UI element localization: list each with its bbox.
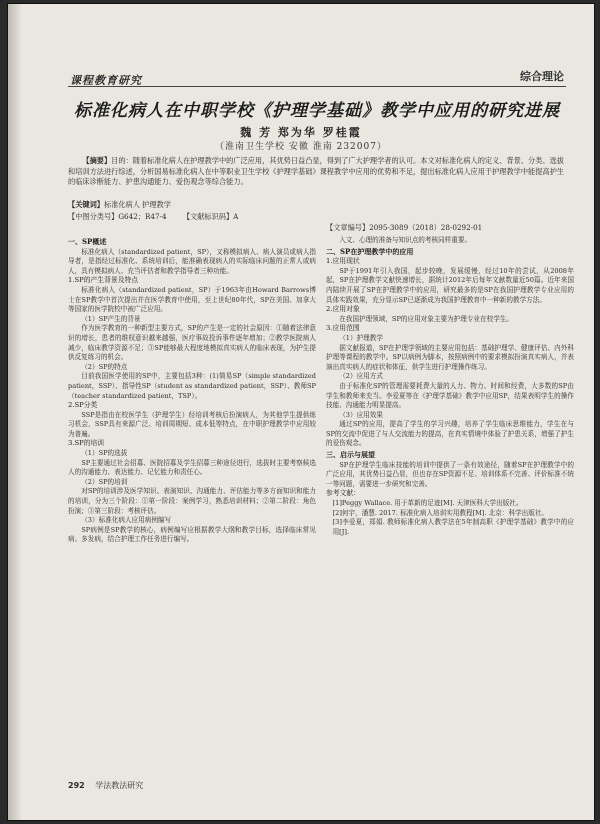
paragraph: （2）应用方式 (339, 372, 383, 381)
article-number: 【文章编号】2095-3089（2018）28-0292-01 (326, 223, 483, 232)
classification-meta (68, 212, 564, 222)
document-code: 【文献标识码】A (182, 212, 239, 221)
paragraph: （2）SP的特点 (81, 362, 128, 371)
article-title: 标准化病人在中职学校《护理学基础》教学中应用的研究进展 (74, 101, 560, 121)
section-label: 综合理论 (520, 70, 564, 83)
paragraph: 入文、心理的准备与知识点的考核同样重要。 (339, 236, 472, 244)
subsection-heading: 2.应用对象 (326, 305, 360, 314)
paragraph: 作为医学教育的一种新型主要方式，SP的产生是一定的社会原因：①随着法律意识的增长，患者的维权意识越来越强，医疗事故投诉事件逐年增加；②教学医院病人减少，临床教学资源不足；③SP能够最大程度地模拟真实病人的临床表现，为护生提供反复练习的机会。 (68, 324, 316, 362)
journal-page (8, 4, 594, 820)
keywords (68, 200, 171, 210)
section-heading: 三、启示与展望 (326, 450, 375, 460)
paragraph: （3）标准化病人应用病例编写 (81, 516, 172, 525)
paragraph: 标准化病人（standardized patient，SP）于1963年由Howard Barrows博士在SP教学中首次提出并在医学教育中使用，至上世纪80年代，SP在美国、加拿大等国家的医学院校中被广泛应用。 (68, 285, 316, 314)
paragraph: SSP是指由在校医学生（护理学生）经培训考核后扮演病人，为其他学生提供练习机会，SSP具有来源广泛、培训周期短、成本低等特点，在中职护理教学中应用较为普遍。 (68, 410, 316, 438)
header-rule (68, 86, 566, 87)
subsection-heading: 1.应用现状 (326, 257, 360, 266)
authors: 魏 芳 郑为华 罗桂霞 (240, 126, 362, 139)
reference-item: [3]李爱夏，郑娟. 教师标准化病人教学法在5年制高职《护理学基础》教学中的应用[J]. (332, 518, 574, 536)
subsection-heading: 3.应用范围 (326, 324, 360, 333)
paragraph: SP于1991年引入我国，起步较晚，发展缓慢，经过10年的尝试，从2008年起，SP在护理教学文献快速增长，据统计2012年后每年文献数量近50篇。近年来国内陆续开展了SP在护理教学中的应用，研究最多的是SP在我国护理教学专业应用的具体实践效果，充分显示SP已逐渐成为我国护理教育中一种新的教学方法。 (326, 266, 574, 304)
reference-item: [1]Peggy Wallace. 用于革新的足迹[M]. 天津医科大学出版社。 (332, 499, 523, 508)
affiliation: （淮南卫生学校 安徽 淮南 232007） (215, 142, 387, 152)
paragraph: 目前我国医学使用的SP中，主要包括3种：(1)简易SP（simple standardized patient，SSP）、指导性SP（student as standardized patient，SSP）、教师SP（teacher standardized patient，TSP）。 (68, 372, 316, 400)
paragraph: （3）应用效果 (339, 410, 383, 419)
paragraph: （2）SP的培训 (81, 477, 128, 486)
journal-header-title: 课程教育研究 (70, 74, 142, 87)
paragraph: 据文献报道，SP在护理学领域的主要应用包括：基础护理学、健康评估、内外科护理等课程的教学中。SP以病例为脚本，按照病例中的要求模拟扮演真实病人，并表演出真实病人的症状和体征，供学生进行护理操作练习。 (326, 343, 574, 371)
paragraph: SP主要通过社会招募、医院招募及学生招募三种途径进行，选拔时主要考察候选人的沟通能力、表达能力、记忆能力和责任心。 (68, 458, 316, 477)
clc-number: 【中图分类号】G642；R47-4 (68, 212, 167, 221)
paragraph: SP病例是SP教学的核心，病例编写应根据教学大纲和教学目标，选择临床常见病、多发病，结合护理工作任务进行编写。 (68, 525, 316, 544)
subsection-heading: 3.SP的培训 (68, 439, 105, 448)
paragraph: 通过SP的应用，提高了学生的学习兴趣，培养了学生临床思维能力，学生在与SP的交流中促进了与人交流能力的提高，在真实情境中体验了护患关系，增强了护生的爱伤观念。 (326, 420, 574, 448)
section-heading: 一、SP概述 (68, 237, 107, 246)
paragraph: 对SP的培训涉及医学知识、表演知识、沟通能力、评估能力等多方面知识和能力的培训，分为三个阶段：①第一阶段：案例学习，熟悉培训材料；②第二阶段：角色扮演；③第三阶段：考核评估。 (68, 487, 316, 515)
subsection-heading: 1.SP的产生背景及特点 (68, 276, 139, 285)
abstract-text: 目的：随着标准化病人在护理教学中的广泛应用，其优势日益凸显，得到了广大护理学者的认可。本文对标准化病人的定义、背景、分类、选拔和培训方法进行综述，分析国易标准化病人在中等职业卫生学校《护理学基础》课程教学中应用的优势和不足，提出标准化病人应用于护理教学中能提高护生的临床诊断能力、护患沟通能力、爱伤观念等综合能力。 (68, 156, 564, 186)
section-heading: 二、SP在护理教学中的应用 (326, 246, 414, 256)
subsection-heading: 参考文献： (326, 489, 360, 498)
keywords-text: 标准化病人 护理教学 (103, 200, 171, 209)
page-number: 292 (68, 781, 85, 790)
body-column-left (68, 236, 316, 756)
keywords-label: 【关键词】 (68, 200, 104, 209)
page-footer (68, 780, 143, 791)
paragraph: SP在护理学生临床技能的培训中提供了一条有效途径，随着SP在护理教学中的广泛应用，其优势日益凸显，但也存在SP资源不足、培训体系不完善、评价标准不统一等问题，需要进一步研究和完善。 (326, 460, 574, 488)
abstract-label: 【摘要】 (82, 156, 112, 165)
paragraph: （1）SP产生的背景 (81, 314, 141, 323)
body-column-right (326, 236, 574, 756)
abstract (68, 156, 564, 188)
subsection-heading: 2.SP分类 (68, 401, 98, 410)
reference-item: [2]何宇，潘慧. 2017. 标准化病人培训实用教程[M]. 北京：科学出版社。 (332, 508, 549, 517)
paragraph: （1）护理教学 (339, 333, 383, 342)
footer-journal-name: 学法教法研究 (95, 781, 144, 790)
paragraph: （1）SP的选拔 (81, 449, 128, 458)
paragraph: 标准化病人（standardized patient，SP），又称模拟病人、病人演员或病人指导者，是指经过标准化、系统培训后，能准确表现病人的实际临床问题的正常人或病人，具有模拟病人、充当评估者和教学指导者三种功能。 (68, 247, 316, 275)
paragraph: 由于标准化SP的管理需要耗费大量的人力、物力、时间和经费，大多数的SP由学生和教师来充当。李爱夏等在《护理学基础》教学中应用SP，结果表明学生的操作技能、沟通能力明显提高。 (326, 381, 574, 410)
paragraph: 在我国护理领域，SP的应用对象主要为护理专业在校学生。 (339, 314, 513, 323)
